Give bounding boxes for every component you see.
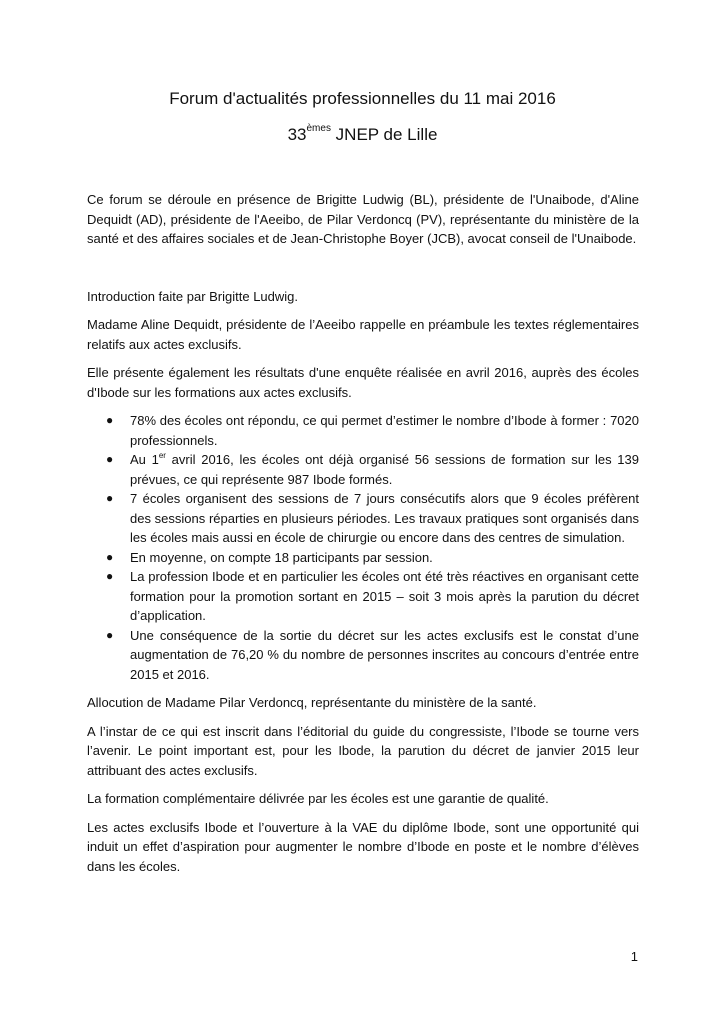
survey-paragraph: Elle présente également les résultats d'une enquête réalisée en avril 2016, auprès des écoles d'Ibode sur les formations aux actes exclusifs. <box>87 365 639 400</box>
event-number: 33 <box>287 125 307 144</box>
ordinal-suffix: er <box>158 451 166 460</box>
intro-paragraph: Ce forum se déroule en présence de Brigitte Ludwig (BL), présidente de l'Unaibode, d'Aline Dequidt (AD), présidente de l'Aeeibo, de Pilar Verdoncq (PV), représentante du ministère de la santé et des affaires sociales et de Jean-Christophe Boyer (JCB), avocat conseil de l'Unaibode. <box>87 192 639 246</box>
bullet-icon: ● <box>106 627 114 642</box>
event-name: JNEP de Lille <box>330 125 438 144</box>
list-item <box>87 489 639 548</box>
event-number-suffix: èmes <box>306 123 331 134</box>
list-item-text: La profession Ibode et en particulier les écoles ont été très réactives en organisant cette formation pour la promotion sortant en 2015 – soit 3 mois après la parution du décret d’application. <box>130 569 639 623</box>
bullet-icon: ● <box>106 549 114 564</box>
document-body <box>87 190 639 885</box>
list-item <box>87 450 639 489</box>
bullet-icon: ● <box>106 569 114 583</box>
survey-results-list <box>87 411 639 684</box>
dequidt-paragraph: Madame Aline Dequidt, présidente de l’Aeeibo rappelle en préambule les textes réglementaires relatifs aux actes exclusifs. <box>87 317 639 352</box>
list-item-text: 78% des écoles ont répondu, ce qui permet d’estimer le nombre d’Ibode à former : 7020 professionnels. <box>130 413 639 448</box>
bullet-icon: ● <box>106 413 114 427</box>
allocution-paragraph: Allocution de Madame Pilar Verdoncq, représentante du ministère de la santé. <box>87 695 537 710</box>
title-block <box>0 88 725 146</box>
editorial-paragraph: A l’instar de ce qui est inscrit dans l’éditorial du guide du congressiste, l’Ibode se tourne vers l’avenir. Le point important est, pour les Ibode, la parution du décret de janvier 2015 leur attribuant des actes exclusifs. <box>87 723 639 778</box>
list-item-text: Une conséquence de la sortie du décret sur les actes exclusifs est le constat d’une augmentation de 76,20 % du nombre de personnes inscrites au concours d’entrée entre 2015 et 2016. <box>130 627 639 682</box>
page-number: 1 <box>630 949 638 964</box>
bullet-icon: ● <box>106 452 114 466</box>
introduction-by-paragraph: Introduction faite par Brigitte Ludwig. <box>87 288 299 304</box>
list-item <box>87 548 639 568</box>
list-item-text: avril 2016, les écoles ont déjà organisé 56 sessions de formation sur les 139 prévues, ce qui représente 987 Ibode formés. <box>130 452 639 487</box>
forum-title: Forum d'actualités professionnelles du 11 mai 2016 <box>169 89 556 108</box>
list-item <box>87 411 639 450</box>
event-subtitle <box>0 124 725 146</box>
bullet-icon: ● <box>106 491 114 505</box>
list-item-text: En moyenne, on compte 18 participants par session. <box>130 549 433 565</box>
list-item-text: 7 écoles organisent des sessions de 7 jours consécutifs alors que 9 écoles préfèrent des sessions réparties en plusieurs périodes. Les travaux pratiques sont organisés dans les écoles mais aussi en école de chirurgie ou encore dans des centres de simulation. <box>130 491 639 545</box>
list-item <box>87 626 639 685</box>
vae-paragraph: Les actes exclusifs Ibode et l’ouverture à la VAE du diplôme Ibode, sont une opportunité qui induit un effet d’aspiration pour augmenter le nombre d’Ibode en poste et le nombre d’élèves dans les écoles. <box>87 819 639 874</box>
list-item <box>87 567 639 626</box>
formation-paragraph: La formation complémentaire délivrée par les écoles est une garantie de qualité. <box>87 791 549 806</box>
list-item-text-prefix: Au 1 <box>130 452 159 467</box>
